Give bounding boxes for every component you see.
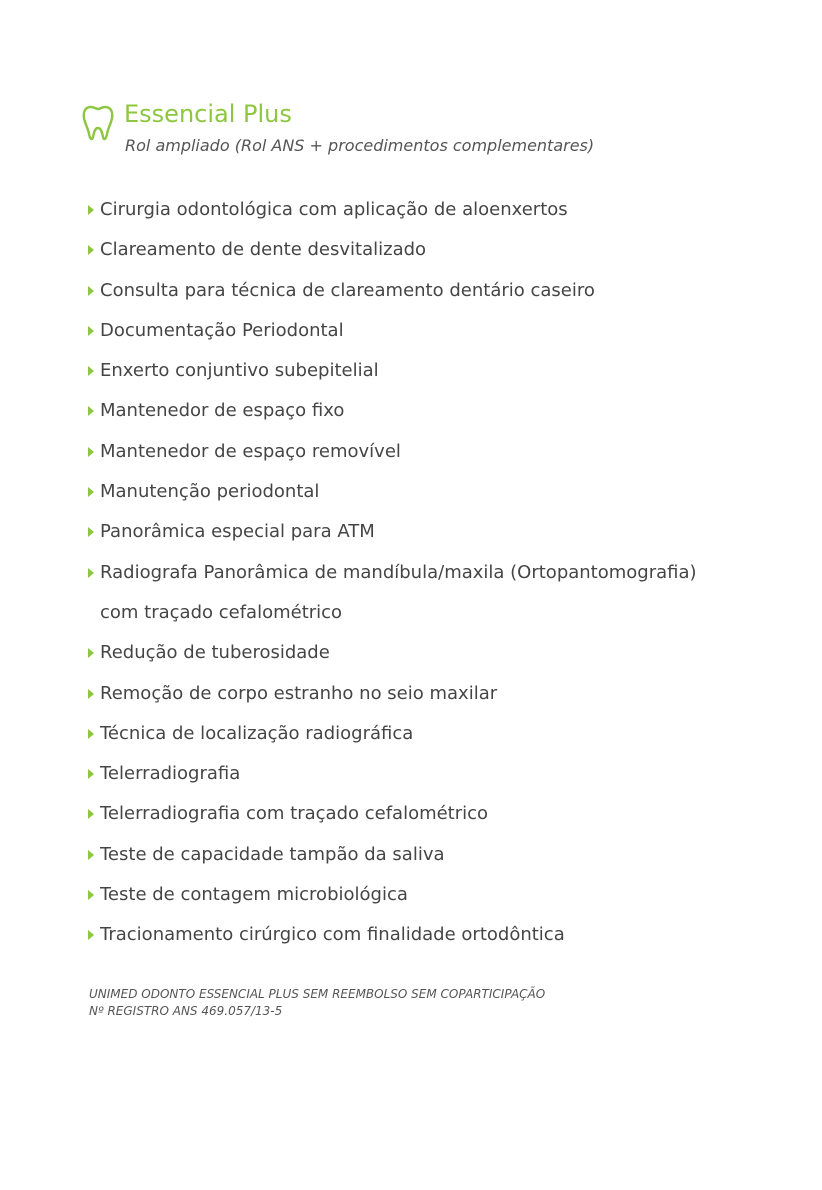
list-item: Técnica de localização radiográfica: [86, 714, 786, 754]
list-item: Panorâmica especial para ATM: [86, 512, 786, 552]
list-item: Redução de tuberosidade: [86, 633, 786, 673]
footer-registration: [89, 986, 545, 1020]
list-item: Manutenção periodontal: [86, 472, 786, 512]
page-title: Essencial Plus: [124, 100, 292, 128]
list-item: Enxerto conjuntivo subepitelial: [86, 351, 786, 391]
list-item: Clareamento de dente desvitalizado: [86, 230, 786, 270]
bullet-arrow-icon: [88, 366, 94, 376]
bullet-arrow-icon: [88, 729, 94, 739]
bullet-arrow-icon: [88, 205, 94, 215]
bullet-arrow-icon: [88, 568, 94, 578]
bullet-arrow-icon: [88, 527, 94, 537]
list-item: Tracionamento cirúrgico com finalidade ortodôntica: [86, 915, 786, 955]
list-item: Cirurgia odontológica com aplicação de aloenxertos: [86, 190, 786, 230]
list-item: Teste de capacidade tampão da saliva: [86, 835, 786, 875]
list-item: Telerradiografia com traçado cefalométrico: [86, 794, 786, 834]
list-item: Mantenedor de espaço fixo: [86, 391, 786, 431]
footer-plan-name: UNIMED ODONTO ESSENCIAL PLUS SEM REEMBOLSO SEM COPARTICIPAÇÃO: [89, 987, 546, 1001]
bullet-arrow-icon: [88, 487, 94, 497]
footer-ans-registry: Nº REGISTRO ANS 469.057/13-5: [89, 1004, 283, 1018]
bullet-arrow-icon: [88, 648, 94, 658]
bullet-arrow-icon: [88, 930, 94, 940]
bullet-arrow-icon: [88, 447, 94, 457]
list-item: Mantenedor de espaço removível: [86, 432, 786, 472]
tooth-icon: [82, 104, 114, 142]
list-item-continuation: com traçado cefalométrico: [100, 601, 343, 623]
bullet-arrow-icon: [88, 809, 94, 819]
list-item: Consulta para técnica de clareamento dentário caseiro: [86, 271, 786, 311]
bullet-arrow-icon: [88, 326, 94, 336]
procedure-list: [86, 190, 786, 956]
bullet-arrow-icon: [88, 769, 94, 779]
bullet-arrow-icon: [88, 689, 94, 699]
list-item: Teste de contagem microbiológica: [86, 875, 786, 915]
bullet-arrow-icon: [88, 245, 94, 255]
list-item: Telerradiografia: [86, 754, 786, 794]
list-item: Remoção de corpo estranho no seio maxilar: [86, 674, 786, 714]
bullet-arrow-icon: [88, 406, 94, 416]
page-subtitle: Rol ampliado (Rol ANS + procedimentos complementares): [125, 136, 595, 155]
list-item: Radiografa Panorâmica de mandíbula/maxila (Ortopantomografia) com traçado cefalométrico: [86, 553, 786, 634]
bullet-arrow-icon: [88, 286, 94, 296]
bullet-arrow-icon: [88, 850, 94, 860]
bullet-arrow-icon: [88, 890, 94, 900]
list-item: Documentação Periodontal: [86, 311, 786, 351]
